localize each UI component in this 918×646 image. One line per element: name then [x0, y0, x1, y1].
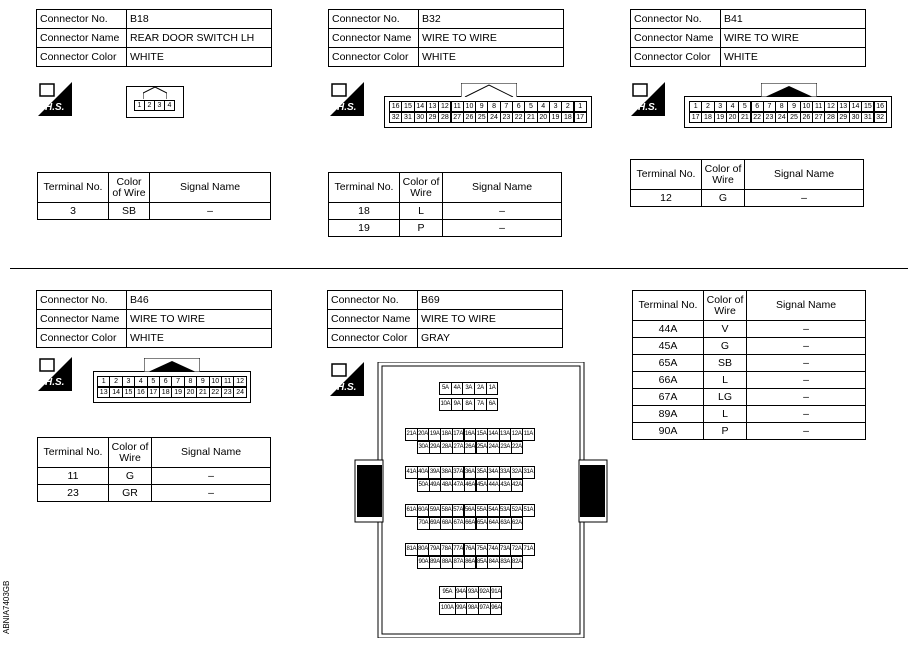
- connector-pin: 14A: [487, 428, 500, 441]
- connector-pin: 36A: [464, 466, 477, 479]
- connector-pin: 15: [401, 101, 414, 112]
- connector-no-label: Connector No.: [329, 10, 419, 29]
- connector-pin: 27A: [452, 441, 465, 454]
- connector-pin: 5: [147, 376, 160, 387]
- connector-pin: 34A: [487, 466, 500, 479]
- connector-pin: 3: [154, 100, 165, 111]
- connector-pin: 73A: [499, 543, 512, 556]
- connector-pin: 95A: [439, 586, 456, 599]
- connector-pin: 75A: [475, 543, 488, 556]
- connector-pin: 1: [134, 100, 145, 111]
- color-of-wire-header: Color of Wire: [109, 438, 152, 468]
- connector-pin: 8A: [462, 398, 475, 411]
- connector-pin: 10: [800, 101, 813, 112]
- connector-pin: 47A: [452, 479, 465, 492]
- signal-name-header: Signal Name: [745, 160, 864, 190]
- connector-pin: 11A: [522, 428, 535, 441]
- connector-name-value: WIRE TO WIRE: [418, 310, 563, 329]
- table-row: 89A L –: [633, 406, 866, 423]
- connector-pin: 13: [837, 101, 850, 112]
- connector-pin: 66A: [464, 517, 477, 530]
- connector-pin: 63A: [499, 517, 512, 530]
- connector-pin: 65A: [476, 517, 489, 530]
- connector-color-value: WHITE: [419, 48, 564, 67]
- connector-pin: 2: [561, 101, 574, 112]
- connector-pin: 55A: [475, 504, 488, 517]
- connector-pin: 88A: [440, 556, 453, 569]
- terminal-no-header: Terminal No.: [38, 438, 109, 468]
- connector-pin: 11: [812, 101, 825, 112]
- connector-pin: 21: [524, 112, 537, 123]
- connector-pin: 79A: [428, 543, 441, 556]
- connector-pin: 4: [134, 376, 147, 387]
- connector-no-value: B18: [127, 10, 272, 29]
- connector-pin: 31A: [522, 466, 535, 479]
- connector-pin: 64A: [487, 517, 500, 530]
- connector-pin: 11: [221, 376, 234, 387]
- connector-pin: 30: [849, 112, 862, 123]
- connector-pin: 27: [451, 112, 464, 123]
- connector-pin: 35A: [475, 466, 488, 479]
- connector-pin: 32: [389, 112, 402, 123]
- connector-color-label: Connector Color: [37, 48, 127, 67]
- connector-pin: 8: [775, 101, 788, 112]
- connector-pin: 11: [451, 101, 464, 112]
- connector-pin: 14: [109, 387, 122, 398]
- connector-info-b46: [36, 290, 272, 348]
- connector-color-label: Connector Color: [37, 329, 127, 348]
- connector-pin: 14: [849, 101, 862, 112]
- connector-color-value: WHITE: [127, 48, 272, 67]
- connector-name-label: Connector Name: [328, 310, 418, 329]
- connector-pin: 9: [475, 101, 488, 112]
- connector-pin: 21: [738, 112, 751, 123]
- connector-pin: 22: [512, 112, 525, 123]
- connector-pin: 14: [414, 101, 427, 112]
- connector-pin: 4A: [451, 382, 464, 395]
- connector-pin: 5: [738, 101, 751, 112]
- connector-pin: 9A: [451, 398, 464, 411]
- connector-pin: 38A: [440, 466, 453, 479]
- connector-pin: 51A: [522, 504, 535, 517]
- connector-pin: 15A: [475, 428, 488, 441]
- connector-pin: 17A: [452, 428, 465, 441]
- connector-pin: 45A: [476, 479, 489, 492]
- connector-info-b18: [36, 9, 272, 67]
- connector-pin: 23: [500, 112, 513, 123]
- connector-color-value: WHITE: [721, 48, 866, 67]
- table-row: 65A SB –: [633, 355, 866, 372]
- connector-pin: 8: [487, 101, 500, 112]
- terminal-table-b32: [328, 172, 562, 237]
- connector-no-label: Connector No.: [631, 10, 721, 29]
- connector-pin: 25: [787, 112, 800, 123]
- connector-color-value: WHITE: [127, 329, 272, 348]
- connector-pin: 6A: [486, 398, 499, 411]
- terminal-no-header: Terminal No.: [633, 291, 704, 321]
- connector-pin: 23: [221, 387, 234, 398]
- connector-pin: 1: [574, 101, 587, 112]
- connector-pin: 12: [824, 101, 837, 112]
- connector-pin: 60A: [417, 504, 430, 517]
- connector-pin: 12: [438, 101, 451, 112]
- table-row: 67A LG –: [633, 389, 866, 406]
- connector-pin: 2: [701, 101, 714, 112]
- connector-pin: 13: [426, 101, 439, 112]
- connector-pin: 17: [689, 112, 702, 123]
- hs-icon: H.S.: [330, 362, 364, 396]
- connector-pin: 1: [689, 101, 702, 112]
- terminal-table-b46: [37, 437, 271, 502]
- connector-face-b69: [352, 362, 608, 638]
- connector-pin: 90A: [417, 556, 430, 569]
- connector-pin: 74A: [487, 543, 500, 556]
- connector-pin: 92A: [478, 586, 491, 599]
- connector-no-value: B46: [127, 291, 272, 310]
- connector-pin: 2: [109, 376, 122, 387]
- connector-pin: 2: [144, 100, 155, 111]
- connector-pin: 16: [874, 101, 887, 112]
- connector-pin: 40A: [417, 466, 430, 479]
- connector-pin: 19: [714, 112, 727, 123]
- connector-pin: 83A: [499, 556, 512, 569]
- connector-pin: 99A: [455, 602, 468, 615]
- connector-pin: 89A: [429, 556, 442, 569]
- connector-pin: 18: [159, 387, 172, 398]
- table-row: 44A V –: [633, 321, 866, 338]
- connector-pin: 20: [184, 387, 197, 398]
- connector-pin: 6: [159, 376, 172, 387]
- connector-pin: 23: [763, 112, 776, 123]
- connector-pin: 21A: [405, 428, 418, 441]
- connector-pin: 19: [549, 112, 562, 123]
- connector-face-b18: [126, 86, 184, 118]
- connector-pin: 42A: [511, 479, 524, 492]
- connector-pin: 87A: [452, 556, 465, 569]
- connector-pin: 43A: [499, 479, 512, 492]
- connector-pin: 56A: [464, 504, 477, 517]
- connector-name-value: WIRE TO WIRE: [127, 310, 272, 329]
- connector-pin: 19: [171, 387, 184, 398]
- connector-name-label: Connector Name: [329, 29, 419, 48]
- connector-pin: 10: [209, 376, 222, 387]
- connector-pin: 12: [233, 376, 246, 387]
- connector-name-value: WIRE TO WIRE: [721, 29, 866, 48]
- connector-pin: 28: [824, 112, 837, 123]
- table-row: 45A G –: [633, 338, 866, 355]
- table-row: 23 GR –: [38, 485, 271, 502]
- connector-pin: 93A: [466, 586, 479, 599]
- connector-name-label: Connector Name: [37, 310, 127, 329]
- connector-pin: 12A: [510, 428, 523, 441]
- connector-pin: 7A: [474, 398, 487, 411]
- connector-pin: 3: [714, 101, 727, 112]
- connector-name-value: REAR DOOR SWITCH LH: [127, 29, 272, 48]
- connector-pin: 5: [524, 101, 537, 112]
- connector-pin: 18: [561, 112, 574, 123]
- connector-pin: 22A: [511, 441, 524, 454]
- connector-info-b41: [630, 9, 866, 67]
- connector-name-value: WIRE TO WIRE: [419, 29, 564, 48]
- connector-pin: 6: [751, 101, 764, 112]
- connector-pin: 37A: [452, 466, 465, 479]
- connector-pin: 49A: [429, 479, 442, 492]
- connector-pin: 22: [751, 112, 764, 123]
- terminal-table-b18: [37, 172, 271, 220]
- connector-pin: 30: [414, 112, 427, 123]
- connector-pin: 46A: [464, 479, 477, 492]
- hs-icon: H.S.: [38, 357, 72, 391]
- connector-pin: 24: [487, 112, 500, 123]
- signal-name-header: Signal Name: [152, 438, 271, 468]
- connector-pin: 54A: [487, 504, 500, 517]
- hs-icon: H.S.: [631, 82, 665, 116]
- connector-pin: 94A: [455, 586, 468, 599]
- connector-pin: 26: [463, 112, 476, 123]
- connector-pin: 33A: [499, 466, 512, 479]
- connector-pin: 30A: [417, 441, 430, 454]
- connector-pin: 86A: [464, 556, 477, 569]
- connector-pin: 77A: [452, 543, 465, 556]
- connector-pin: 6: [512, 101, 525, 112]
- table-row: 18 L –: [329, 203, 562, 220]
- connector-pin: 78A: [440, 543, 453, 556]
- connector-pin: 3: [122, 376, 135, 387]
- connector-pin: 32: [874, 112, 887, 123]
- connector-pin: 1: [97, 376, 110, 387]
- connector-pin: 98A: [466, 602, 479, 615]
- connector-pin: 84A: [487, 556, 500, 569]
- connector-pin: 76A: [464, 543, 477, 556]
- connector-face-b41: [684, 96, 892, 128]
- connector-pin: 41A: [405, 466, 418, 479]
- signal-name-header: Signal Name: [443, 173, 562, 203]
- connector-pin: 8: [184, 376, 197, 387]
- table-row: 19 P –: [329, 220, 562, 237]
- color-of-wire-header: Color of Wire: [702, 160, 745, 190]
- connector-pin: 58A: [440, 504, 453, 517]
- connector-pin: 28A: [440, 441, 453, 454]
- connector-pin: 81A: [405, 543, 418, 556]
- connector-no-value: B32: [419, 10, 564, 29]
- connector-pin: 100A: [439, 602, 456, 615]
- connector-pin: 13A: [499, 428, 512, 441]
- figure-code: ABNIA7403GB: [2, 580, 11, 634]
- connector-color-label: Connector Color: [631, 48, 721, 67]
- connector-pin: 68A: [440, 517, 453, 530]
- connector-pin: 32A: [510, 466, 523, 479]
- connector-pin: 29: [426, 112, 439, 123]
- connector-pin: 48A: [440, 479, 453, 492]
- connector-pin: 67A: [452, 517, 465, 530]
- table-row: 12 G –: [631, 190, 864, 207]
- connector-pin: 22: [209, 387, 222, 398]
- connector-pin: 15: [861, 101, 874, 112]
- connector-pin: 44A: [487, 479, 500, 492]
- table-row: 90A P –: [633, 423, 866, 440]
- connector-pin: 7: [763, 101, 776, 112]
- table-row: 11 G –: [38, 468, 271, 485]
- connector-pin: 7: [500, 101, 513, 112]
- connector-pin: 19A: [428, 428, 441, 441]
- connector-info-b32: [328, 9, 564, 67]
- connector-face-b32: [384, 96, 592, 128]
- color-of-wire-header: Color of Wire: [400, 173, 443, 203]
- signal-name-header: Signal Name: [150, 173, 271, 203]
- connector-info-b69: [327, 290, 563, 348]
- connector-no-value: B41: [721, 10, 866, 29]
- connector-pin: 52A: [510, 504, 523, 517]
- connector-pin: 24A: [487, 441, 500, 454]
- color-of-wire-header: Color of Wire: [109, 173, 150, 203]
- table-row: 66A L –: [633, 372, 866, 389]
- connector-pin: 26: [800, 112, 813, 123]
- connector-pin: 23A: [499, 441, 512, 454]
- connector-pin: 21: [196, 387, 209, 398]
- connector-pin: 96A: [490, 602, 503, 615]
- connector-pin: 85A: [476, 556, 489, 569]
- connector-color-value: GRAY: [418, 329, 563, 348]
- connector-pin: 3A: [462, 382, 475, 395]
- connector-pin: 2A: [474, 382, 487, 395]
- connector-pin: 9: [196, 376, 209, 387]
- connector-pin: 9: [787, 101, 800, 112]
- color-of-wire-header: Color of Wire: [704, 291, 747, 321]
- connector-pin: 20: [726, 112, 739, 123]
- connector-pin: 26A: [464, 441, 477, 454]
- connector-pin: 1A: [486, 382, 499, 395]
- connector-pin: 10: [463, 101, 476, 112]
- connector-pin: 31: [401, 112, 414, 123]
- connector-pin: 17: [574, 112, 587, 123]
- connector-pin: 39A: [428, 466, 441, 479]
- connector-pin: 57A: [452, 504, 465, 517]
- connector-pin: 7: [171, 376, 184, 387]
- connector-pin: 71A: [522, 543, 535, 556]
- connector-pin: 24: [775, 112, 788, 123]
- connector-pin: 3: [549, 101, 562, 112]
- connector-pin: 20: [537, 112, 550, 123]
- terminal-no-header: Terminal No.: [38, 173, 109, 203]
- connector-pin: 5A: [439, 382, 452, 395]
- terminal-no-header: Terminal No.: [329, 173, 400, 203]
- connector-pin: 4: [726, 101, 739, 112]
- connector-pin: 18: [701, 112, 714, 123]
- terminal-table-b41: [630, 159, 864, 207]
- connector-pin: 25A: [476, 441, 489, 454]
- connector-pin: 50A: [417, 479, 430, 492]
- connector-pin: 28: [438, 112, 451, 123]
- connector-pin: 18A: [440, 428, 453, 441]
- connector-no-label: Connector No.: [37, 10, 127, 29]
- connector-name-label: Connector Name: [37, 29, 127, 48]
- connector-pin: 20A: [417, 428, 430, 441]
- terminal-table-b69: [632, 290, 866, 440]
- connector-color-label: Connector Color: [329, 48, 419, 67]
- connector-pin: 82A: [511, 556, 524, 569]
- connector-no-value: B69: [418, 291, 563, 310]
- connector-pin: 16: [389, 101, 402, 112]
- hs-icon: H.S.: [330, 82, 364, 116]
- connector-pin: 13: [97, 387, 110, 398]
- section-divider: [10, 268, 908, 269]
- connector-pin: 4: [537, 101, 550, 112]
- connector-pin: 53A: [499, 504, 512, 517]
- connector-pin: 16: [134, 387, 147, 398]
- connector-pin: 70A: [417, 517, 430, 530]
- terminal-no-header: Terminal No.: [631, 160, 702, 190]
- connector-pin: 80A: [417, 543, 430, 556]
- connector-face-b46: [93, 371, 251, 403]
- connector-color-label: Connector Color: [328, 329, 418, 348]
- connector-pin: 24: [233, 387, 246, 398]
- connector-pin: 91A: [490, 586, 503, 599]
- connector-pin: 16A: [464, 428, 477, 441]
- connector-no-label: Connector No.: [328, 291, 418, 310]
- connector-pin: 69A: [429, 517, 442, 530]
- connector-pin: 25: [475, 112, 488, 123]
- connector-pin: 72A: [510, 543, 523, 556]
- connector-pin: 27: [812, 112, 825, 123]
- table-row: 3 SB –: [38, 203, 271, 220]
- connector-pin: 4: [164, 100, 175, 111]
- connector-no-label: Connector No.: [37, 291, 127, 310]
- connector-pin: 17: [147, 387, 160, 398]
- connector-pin: 97A: [478, 602, 491, 615]
- connector-pin: 59A: [428, 504, 441, 517]
- signal-name-header: Signal Name: [747, 291, 866, 321]
- connector-pin: 61A: [405, 504, 418, 517]
- connector-pin: 29A: [429, 441, 442, 454]
- connector-name-label: Connector Name: [631, 29, 721, 48]
- connector-pin: 10A: [439, 398, 452, 411]
- connector-pin: 29: [837, 112, 850, 123]
- connector-pin: 15: [122, 387, 135, 398]
- hs-icon: H.S.: [38, 82, 72, 116]
- connector-pin: 62A: [511, 517, 524, 530]
- connector-pin: 31: [861, 112, 874, 123]
